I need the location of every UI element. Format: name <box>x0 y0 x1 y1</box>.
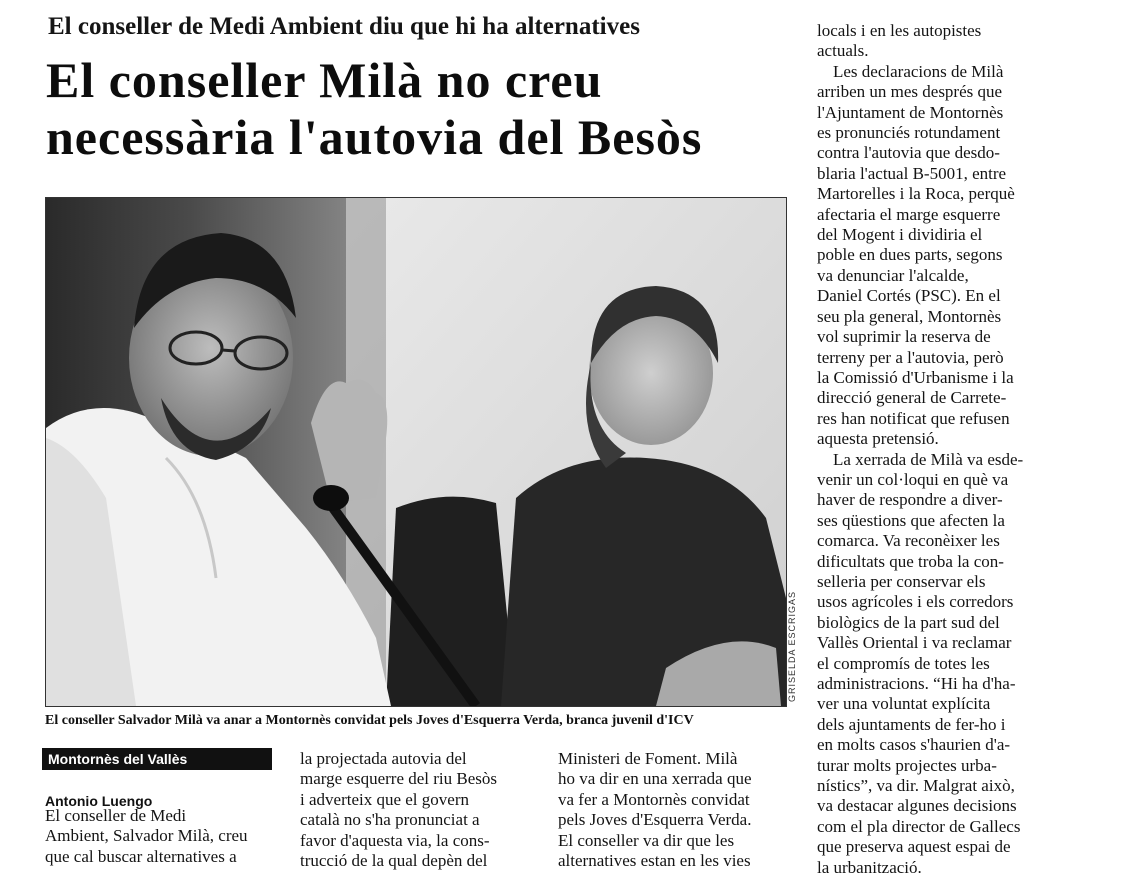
body-text-line: afectaria el marge esquerre <box>817 204 1001 224</box>
body-text-line: contra l'autovia que desdo- <box>817 143 1000 163</box>
article-headline <box>46 52 806 166</box>
headline-line-2: necessària l'autovia del Besòs <box>46 109 703 165</box>
body-column-4 <box>817 21 1057 878</box>
body-text-line: ses qüestions que afecten la <box>817 510 1005 530</box>
body-text-line: i adverteix que el govern <box>300 789 469 809</box>
body-text-line: marge esquerre del riu Besòs <box>300 769 498 789</box>
article-photo <box>45 197 787 707</box>
body-text-line: nístics”, va dir. Malgrat això, <box>817 776 1015 796</box>
body-text-line: del Mogent i dividiria el <box>817 225 983 245</box>
body-text-line: es pronunciés rotundament <box>817 123 1001 143</box>
body-text-line: pels Joves d'Esquerra Verda. <box>558 810 752 830</box>
body-text-line: El conseller de Medi <box>45 806 187 825</box>
body-text-line: venir un col·loqui en què va <box>817 469 1009 489</box>
body-text-line: aquesta pretensió. <box>817 429 939 449</box>
body-text-line: terreny per a l'autovia, però <box>817 347 1004 367</box>
body-text-line: turar molts projectes urba- <box>817 755 997 775</box>
body-text-line: alternatives estan en les vies <box>558 851 751 871</box>
body-text-line: Les declaracions de Milà <box>833 61 1004 81</box>
body-text-line: el compromís de totes les <box>817 653 990 673</box>
body-text-line: la Comissió d'Urbanisme i la <box>817 367 1014 387</box>
body-text-line: Vallès Oriental i va reclamar <box>817 633 1012 653</box>
body-text-line: actuals. <box>817 41 869 61</box>
body-text-line: dificultats que troba la con- <box>817 551 1004 571</box>
body-text-line: La xerrada de Milà va esde- <box>833 449 1024 469</box>
body-text-line: la projectada autovia del <box>300 749 467 768</box>
body-text-line: Daniel Cortés (PSC). En el <box>817 286 1001 306</box>
body-text-line: va denunciar l'alcalde, <box>817 265 969 285</box>
body-text-line: ho va dir en una xerrada que <box>558 769 752 789</box>
body-text-line: arriben un mes després que <box>817 82 1003 102</box>
body-text-line: va destacar algunes decisions <box>817 796 1017 816</box>
body-text-line: haver de respondre a diver- <box>817 490 1003 510</box>
body-text-line: dels ajuntaments de fer-ho i <box>817 714 1006 734</box>
body-text-line: com el pla director de Gallecs <box>817 816 1021 836</box>
body-text-line: català no s'ha pronunciat a <box>300 810 480 830</box>
body-text-line: l'Ajuntament de Montornès <box>817 102 1004 122</box>
body-text-line: va fer a Montornès convidat <box>558 789 750 809</box>
body-text-line: favor d'aquesta via, la cons- <box>300 830 490 850</box>
article-kicker: El conseller de Medi Ambient diu que hi ha alternatives <box>48 13 640 40</box>
body-text-line: en molts casos s'haurien d'a- <box>817 735 1011 755</box>
body-text-line: biològics de la part sud del <box>817 612 1000 632</box>
body-text-line: usos agrícoles i els corredors <box>817 592 1014 612</box>
body-text-line: que cal buscar alternatives a <box>45 846 237 866</box>
body-text-line: ver una voluntat explícita <box>817 694 991 714</box>
body-text-line: El conseller va dir que les <box>558 830 735 850</box>
photo-caption: El conseller Salvador Milà va anar a Montornès convidat pels Joves d'Esquerra Verda, branca juvenil d'ICV <box>45 713 694 728</box>
photo-illustration <box>46 198 786 706</box>
body-column-1 <box>45 806 281 867</box>
body-text-line: poble en dues parts, segons <box>817 245 1003 265</box>
body-text-line: trucció de la qual depèn del <box>300 851 488 871</box>
body-text-line: vol suprimir la reserva de <box>817 327 991 347</box>
headline-line-1: El conseller Milà no creu <box>46 52 603 108</box>
body-text-line: la urbanització. <box>817 857 922 877</box>
author-byline: Antonio Luengo <box>45 793 153 809</box>
photo-credit: GRISELDA ESCRIGAS <box>787 590 797 702</box>
body-text-line: direcció general de Carrete- <box>817 388 1007 408</box>
body-column-2 <box>300 749 540 871</box>
body-text-line: locals i en les autopistes <box>817 21 982 40</box>
body-text-line: comarca. Va reconèixer les <box>817 531 1000 551</box>
body-text-line: administracions. “Hi ha d'ha- <box>817 674 1016 693</box>
body-text-line: Martorelles i la Roca, perquè <box>817 184 1015 204</box>
body-text-line: selleria per conservar els <box>817 571 986 591</box>
body-text-line: Ambient, Salvador Milà, creu <box>45 826 248 846</box>
body-text-line: blaria l'actual B-5001, entre <box>817 163 1007 183</box>
body-text-line: res han notificat que refusen <box>817 408 1010 428</box>
body-text-line: que preserva aquest espai de <box>817 837 1011 857</box>
body-column-3 <box>558 749 798 871</box>
body-text-line: Ministeri de Foment. Milà <box>558 749 738 768</box>
body-text-line: seu pla general, Montornès <box>817 306 1002 326</box>
section-label: Montornès del Vallès <box>48 751 188 767</box>
